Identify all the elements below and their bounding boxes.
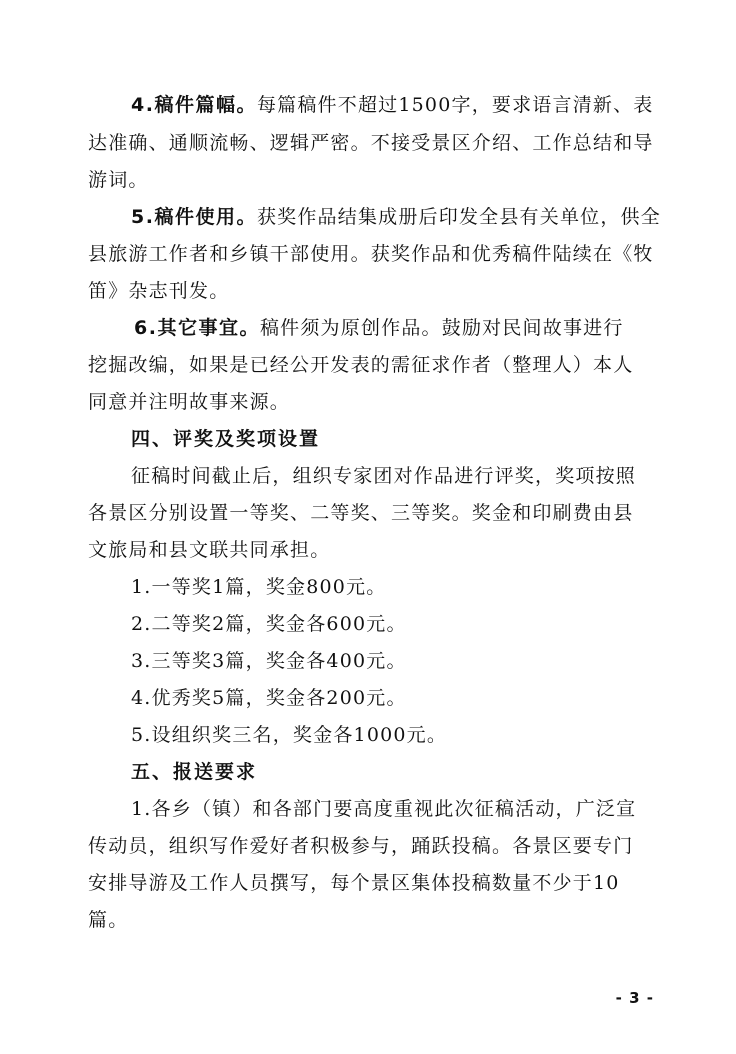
section-4-intro-line-3: 文旅局和县文联共同承担。 bbox=[88, 539, 331, 561]
paragraph-5-line-2: 县旅游工作者和乡镇干部使用。获奖作品和优秀稿件陆续在《牧 bbox=[88, 243, 654, 265]
section-5-line-3: 安排导游及工作人员撰写，每个景区集体投稿数量不少于10 bbox=[88, 872, 620, 894]
section-4-intro-line-2: 各景区分别设置一等奖、二等奖、三等奖。奖金和印刷费由县 bbox=[88, 502, 634, 524]
section-4-heading: 四、评奖及奖项设置 bbox=[131, 428, 321, 450]
paragraph-6-line-1 bbox=[134, 316, 704, 340]
paragraph-4-line-2: 达准确、通顺流畅、逻辑严密。不接受景区介绍、工作总结和导 bbox=[88, 132, 654, 154]
paragraph-5-line-3: 笛》杂志刊发。 bbox=[88, 280, 230, 302]
paragraph-6-line-3: 同意并注明故事来源。 bbox=[88, 391, 291, 413]
page-number: - 3 - bbox=[615, 989, 654, 1007]
award-item-4: 4.优秀奖5篇，奖金各200元。 bbox=[131, 687, 407, 709]
section-5-line-1: 1.各乡（镇）和各部门要高度重视此次征稿活动，广泛宣 bbox=[131, 798, 637, 820]
section-4-intro-line-1: 征稿时间截止后，组织专家团对作品进行评奖，奖项按照 bbox=[131, 465, 637, 487]
section-5-line-4: 篇。 bbox=[88, 909, 129, 931]
award-item-1: 1.一等奖1篇，奖金800元。 bbox=[131, 576, 387, 598]
award-item-3: 3.三等奖3篇，奖金各400元。 bbox=[131, 650, 407, 672]
section-5-heading: 五、报送要求 bbox=[131, 761, 258, 783]
award-item-5: 5.设组织奖三名，奖金各1000元。 bbox=[131, 724, 448, 746]
award-item-2: 2.二等奖2篇，奖金各600元。 bbox=[131, 613, 407, 635]
paragraph-5-line-1 bbox=[131, 205, 701, 229]
section-5-line-2: 传动员，组织写作爱好者积极参与，踊跃投稿。各景区要专门 bbox=[88, 835, 634, 857]
paragraph-5-label: 5.稿件使用。 bbox=[131, 206, 257, 228]
paragraph-6-label: 6.其它事宜。 bbox=[134, 317, 260, 339]
paragraph-4-line-3: 游词。 bbox=[88, 169, 149, 191]
paragraph-6-text-1: 稿件须为原创作品。鼓励对民间故事进行 bbox=[259, 317, 624, 339]
paragraph-6-line-2: 挖掘改编，如果是已经公开发表的需征求作者（整理人）本人 bbox=[88, 354, 634, 376]
paragraph-4-text-1: 每篇稿件不超过1500字，要求语言清新、表 bbox=[256, 94, 654, 116]
paragraph-4-label: 4.稿件篇幅。 bbox=[131, 94, 257, 116]
paragraph-5-text-1: 获奖作品结集成册后印发全县有关单位，供全 bbox=[256, 206, 661, 228]
paragraph-4-line-1 bbox=[131, 93, 701, 117]
